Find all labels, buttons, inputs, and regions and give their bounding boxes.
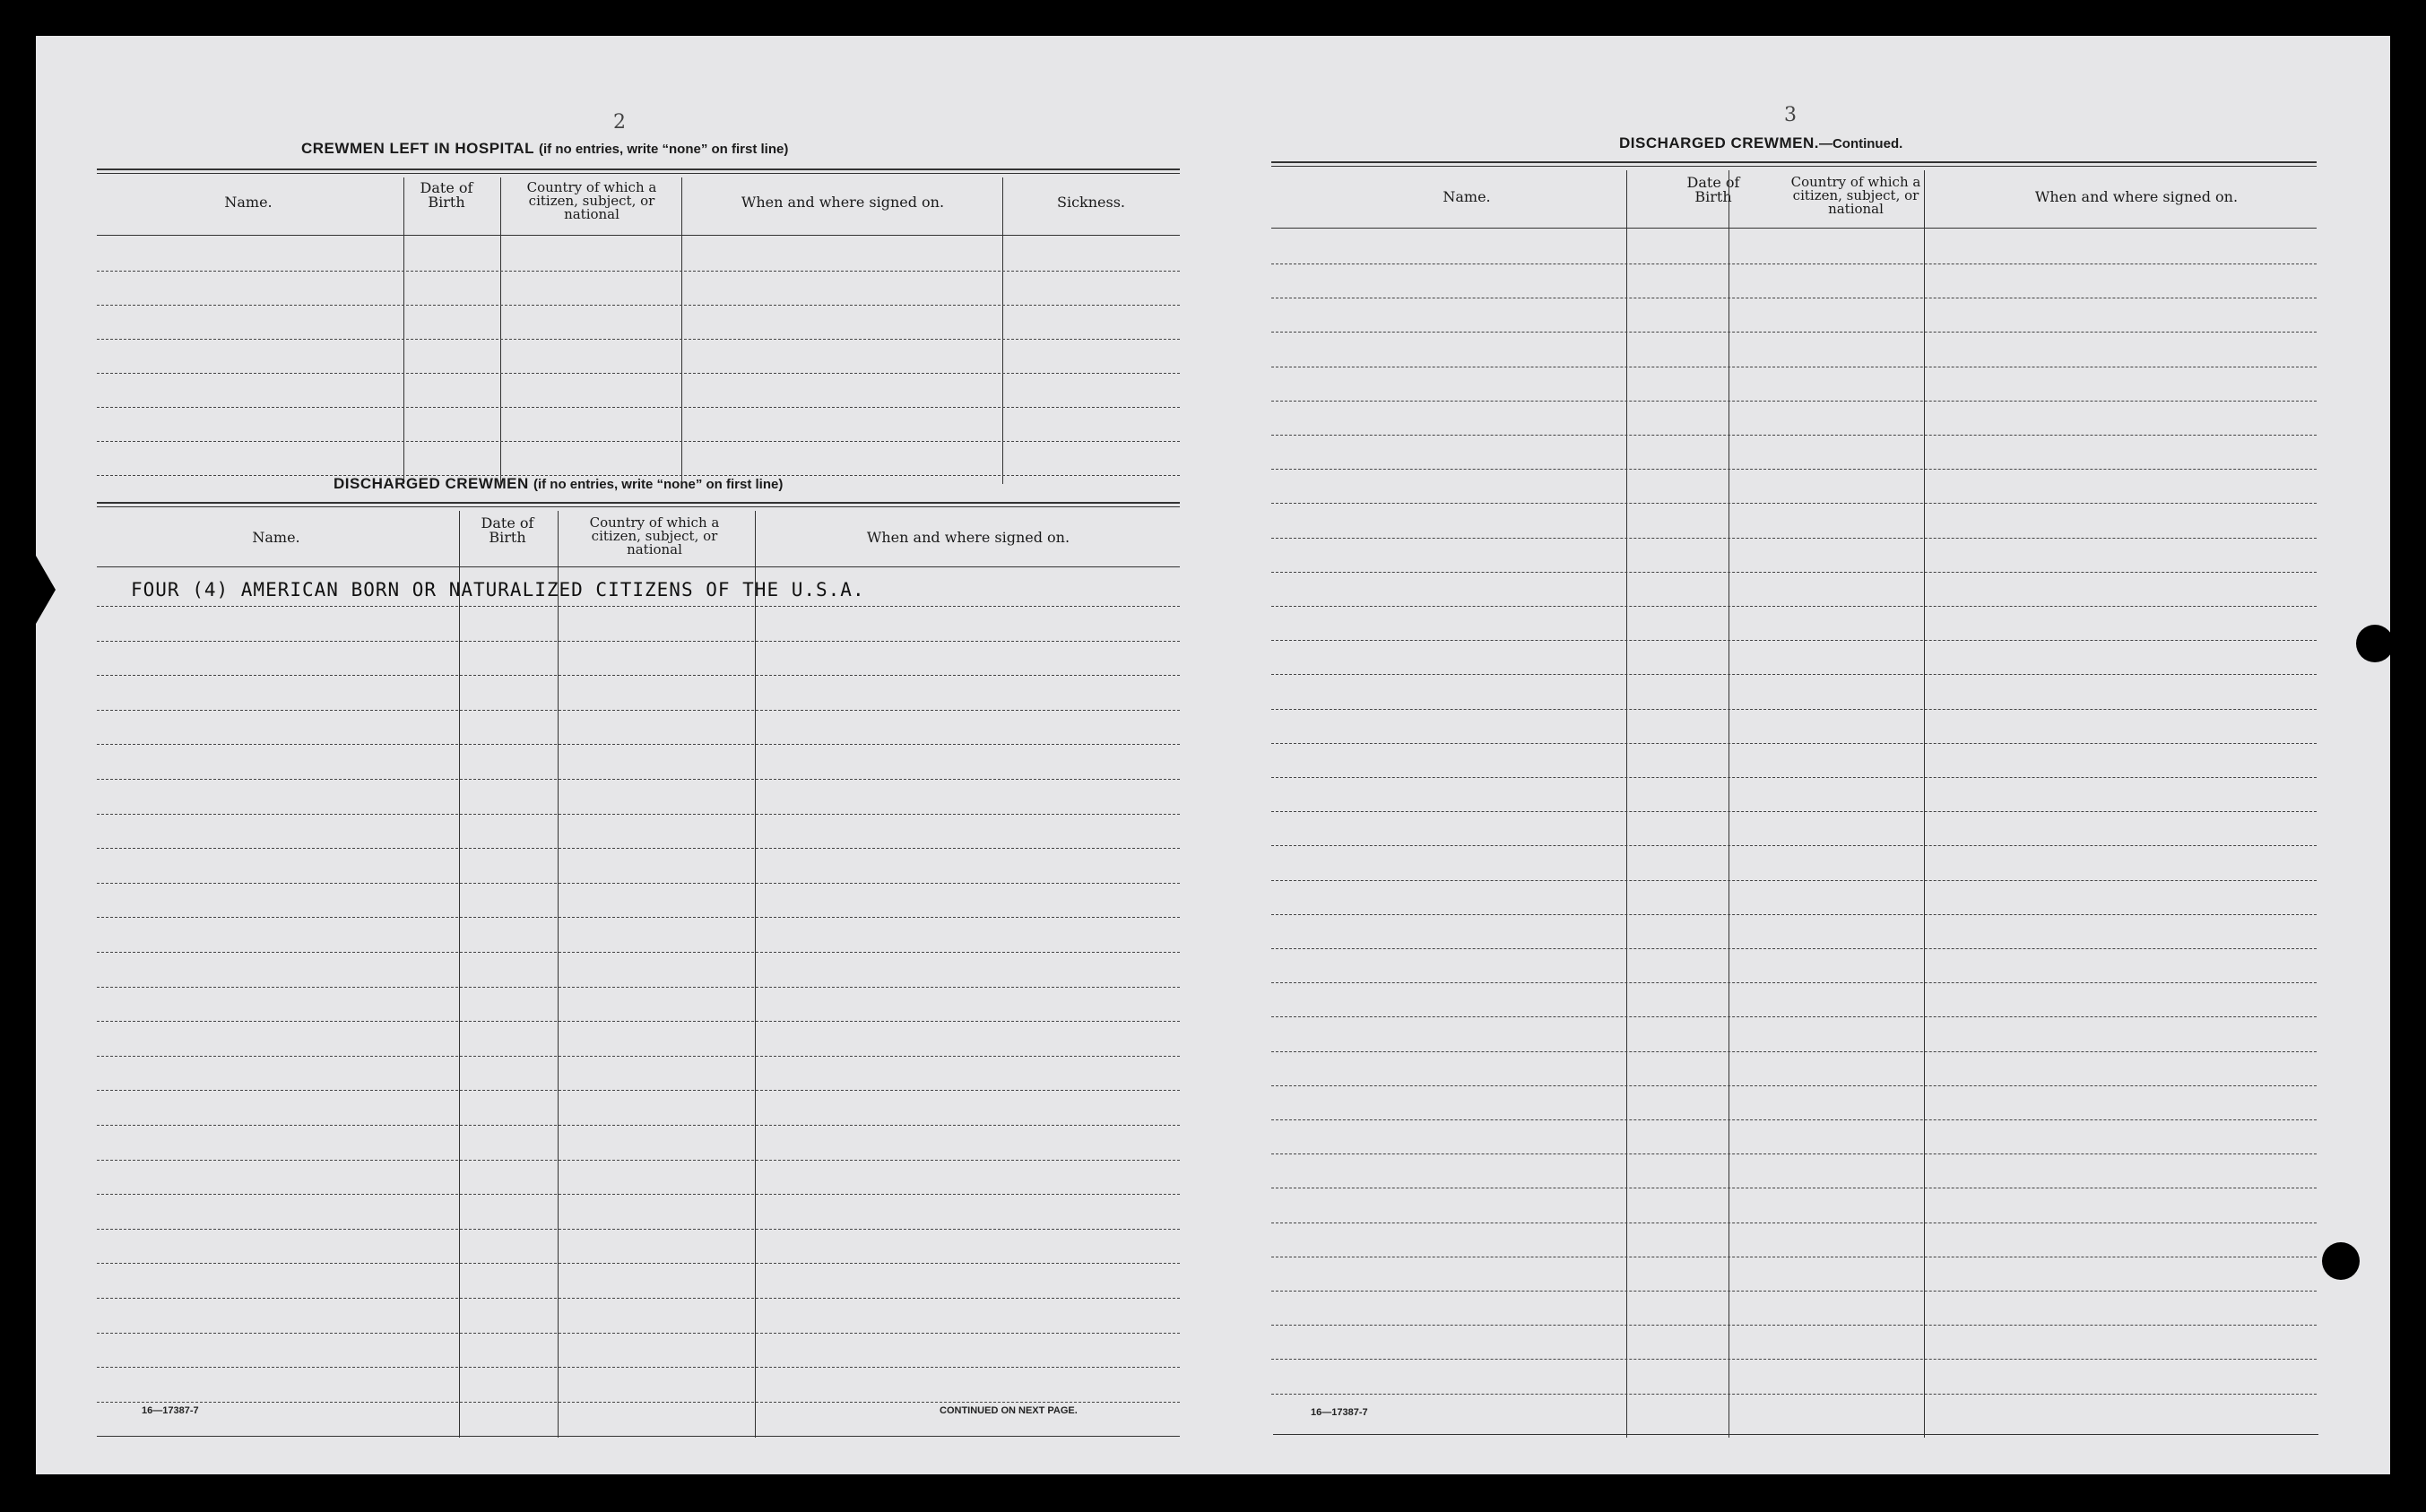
discharged-col-name-header: Name. xyxy=(252,529,300,546)
right-entry-line-34 xyxy=(1271,1394,2317,1395)
right-col-dob-header: Date of Birth xyxy=(1686,174,1740,205)
continued-note: CONTINUED ON NEXT PAGE. xyxy=(940,1405,1078,1416)
discharged-entry-line-17 xyxy=(97,1160,1180,1161)
right-entry-line-12 xyxy=(1271,640,2317,641)
right-entry-line-24 xyxy=(1271,1051,2317,1052)
hospital-vline-3 xyxy=(681,177,682,484)
hospital-vline-2 xyxy=(500,177,501,484)
discharged-entry-line-4 xyxy=(97,710,1180,711)
hospital-col-sickness-header: Sickness. xyxy=(1056,194,1125,211)
right-entry-line-3 xyxy=(1271,332,2317,333)
discharged-entry-line-10 xyxy=(97,917,1180,918)
hospital-entry-line-4 xyxy=(97,373,1180,374)
discharged-entry-line-19 xyxy=(97,1229,1180,1230)
right-title-text: DISCHARGED CREWMEN. xyxy=(1619,134,1819,151)
right-form-number: 16—17387-7 xyxy=(1311,1407,1368,1418)
discharged-entry-line-5 xyxy=(97,744,1180,745)
hospital-header-rule xyxy=(97,235,1180,236)
discharged-entry-line-18 xyxy=(97,1194,1180,1195)
discharged-entry-line-13 xyxy=(97,1021,1180,1022)
discharged-instruction: (if no entries, write “none” on first line) xyxy=(533,477,784,492)
right-entry-line-32 xyxy=(1271,1325,2317,1326)
right-entry-line-19 xyxy=(1271,880,2317,881)
right-entry-line-8 xyxy=(1271,503,2317,504)
discharged-entry-line-20 xyxy=(97,1263,1180,1264)
hospital-col-signed-header: When and where signed on. xyxy=(741,194,945,211)
right-col-signed-header: When and where signed on. xyxy=(2034,188,2239,205)
right-col-name-header: Name. xyxy=(1443,188,1491,205)
right-col-country-header: Country of which a citizen, subject, or national xyxy=(1790,174,1921,217)
hospital-title-text: CREWMEN LEFT IN HOSPITAL xyxy=(301,140,534,157)
discharged-section-title xyxy=(334,475,783,493)
discharged-entry-line-6 xyxy=(97,779,1180,780)
hospital-top-rule xyxy=(97,168,1180,174)
right-top-rule xyxy=(1271,161,2317,167)
discharged-entry-line-24 xyxy=(97,1402,1180,1403)
discharged-entry-line-21 xyxy=(97,1298,1180,1299)
right-entry-line-33 xyxy=(1271,1359,2317,1360)
right-entry-line-17 xyxy=(1271,811,2317,812)
discharged-col-country-header: Country of which a citizen, subject, or national xyxy=(589,514,720,557)
hospital-entry-line-6 xyxy=(97,441,1180,442)
right-entry-line-20 xyxy=(1271,914,2317,915)
discharged-entry-line-1 xyxy=(97,606,1180,607)
discharged-entry-line-16 xyxy=(97,1125,1180,1126)
hospital-entry-line-3 xyxy=(97,339,1180,340)
right-vline-3 xyxy=(1924,170,1925,1438)
discharged-entry-line-11 xyxy=(97,952,1180,953)
discharged-entry-line-12 xyxy=(97,987,1180,988)
discharged-entry-line-9 xyxy=(97,883,1180,884)
right-entry-line-22 xyxy=(1271,982,2317,983)
discharged-title-text: DISCHARGED CREWMEN xyxy=(334,475,529,492)
right-entry-line-18 xyxy=(1271,845,2317,846)
right-page-number: 3 xyxy=(1784,104,1797,126)
discharged-entry-line-2 xyxy=(97,641,1180,642)
hospital-instruction: (if no entries, write “none” on first line) xyxy=(539,142,789,157)
edge-notch xyxy=(36,556,56,624)
right-entry-line-16 xyxy=(1271,777,2317,778)
right-header-rule xyxy=(1271,228,2317,229)
right-entry-line-25 xyxy=(1271,1085,2317,1086)
discharged-entry-line-23 xyxy=(97,1367,1180,1368)
right-entry-line-15 xyxy=(1271,743,2317,744)
right-vline-1 xyxy=(1626,170,1627,1438)
hospital-col-dob-header: Date of Birth xyxy=(420,179,473,211)
right-entry-line-27 xyxy=(1271,1153,2317,1154)
hospital-entry-line-1 xyxy=(97,271,1180,272)
discharged-entry-line-8 xyxy=(97,848,1180,849)
hospital-section-title xyxy=(301,140,788,158)
right-entry-line-5 xyxy=(1271,401,2317,402)
right-entry-line-23 xyxy=(1271,1016,2317,1017)
left-page-number: 2 xyxy=(613,111,626,134)
discharged-header-rule xyxy=(97,566,1180,567)
left-form-number: 16—17387-7 xyxy=(142,1405,199,1416)
right-entry-line-14 xyxy=(1271,709,2317,710)
hospital-col-name-header: Name. xyxy=(224,194,273,211)
discharged-entry-line-7 xyxy=(97,814,1180,815)
right-entry-line-10 xyxy=(1271,572,2317,573)
discharged-entry-line-22 xyxy=(97,1333,1180,1334)
hospital-col-country-header: Country of which a citizen, subject, or national xyxy=(526,179,657,222)
right-entry-line-7 xyxy=(1271,469,2317,470)
right-entry-line-9 xyxy=(1271,538,2317,539)
right-bottom-rule xyxy=(1273,1434,2318,1435)
discharged-typed-entry: FOUR (4) AMERICAN BORN OR NATURALIZED CITIZENS OF THE U.S.A. xyxy=(131,579,865,600)
discharged-top-rule xyxy=(97,502,1180,507)
discharged-col-signed-header: When and where signed on. xyxy=(866,529,1070,546)
hospital-vline-4 xyxy=(1002,177,1003,484)
right-entry-line-26 xyxy=(1271,1119,2317,1120)
punch-hole-lower xyxy=(2322,1242,2360,1280)
discharged-entry-line-15 xyxy=(97,1090,1180,1091)
right-entry-line-13 xyxy=(1271,674,2317,675)
right-section-title xyxy=(1619,134,1902,152)
discharged-entry-line-14 xyxy=(97,1056,1180,1057)
hospital-entry-line-5 xyxy=(97,407,1180,408)
right-entry-line-11 xyxy=(1271,606,2317,607)
right-entry-line-31 xyxy=(1271,1291,2317,1292)
discharged-col-dob-header: Date of Birth xyxy=(481,514,534,546)
right-title-suffix: —Continued. xyxy=(1818,136,1903,151)
document-sheet xyxy=(36,36,2390,1474)
punch-hole-upper xyxy=(2356,625,2394,662)
right-entry-line-21 xyxy=(1271,948,2317,949)
hospital-vline-1 xyxy=(403,177,404,484)
discharged-entry-line-3 xyxy=(97,675,1180,676)
left-bottom-rule xyxy=(97,1436,1180,1437)
hospital-entry-line-2 xyxy=(97,305,1180,306)
right-entry-line-6 xyxy=(1271,435,2317,436)
